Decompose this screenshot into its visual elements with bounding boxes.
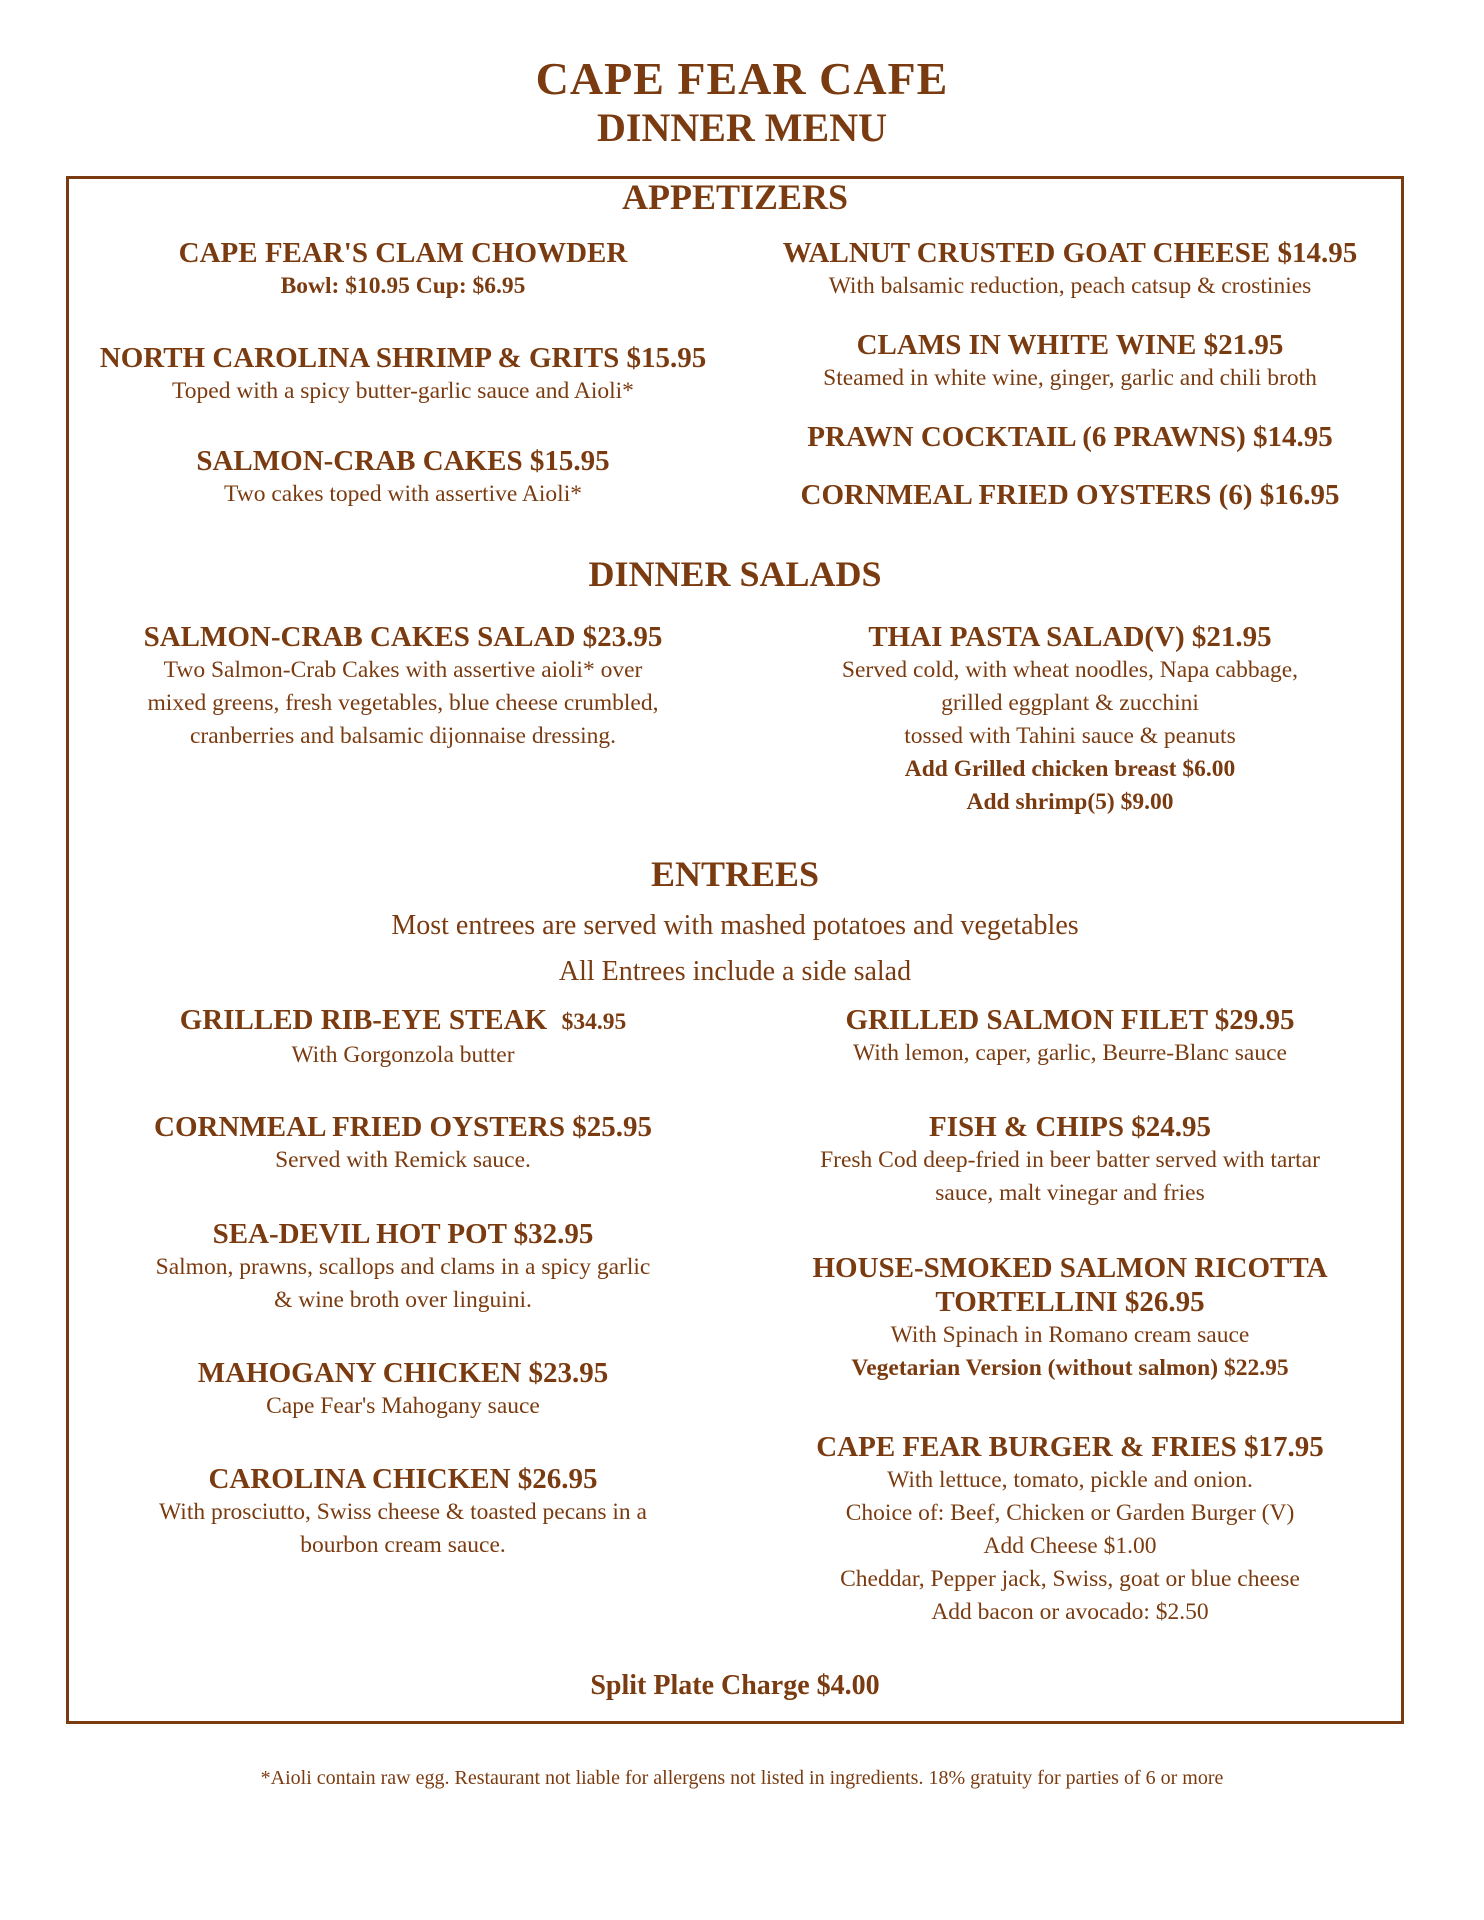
item-description: mixed greens, fresh vegetables, blue cheese crumbled, xyxy=(147,690,659,716)
item-name: HOUSE-SMOKED SALMON RICOTTA xyxy=(812,1252,1328,1284)
item-description: With lemon, caper, garlic, Beurre-Blanc sauce xyxy=(853,1040,1287,1066)
item-name-text: GRILLED RIB-EYE STEAK xyxy=(179,1004,548,1036)
item-name: CLAMS IN WHITE WINE $21.95 xyxy=(856,329,1284,361)
item-name: SEA-DEVIL HOT POT $32.95 xyxy=(212,1218,594,1250)
item-name: MAHOGANY CHICKEN $23.95 xyxy=(197,1357,609,1389)
menu-item xyxy=(740,620,1400,819)
item-name: CAPE FEAR BURGER & FRIES $17.95 xyxy=(816,1431,1324,1463)
item-name: NORTH CAROLINA SHRIMP & GRITS $15.95 xyxy=(99,342,707,374)
item-description: & wine broth over linguini. xyxy=(274,1287,532,1313)
item-description: With balsamic reduction, peach catsup & crostinies xyxy=(828,273,1312,299)
item-name: CAPE FEAR'S CLAM CHOWDER xyxy=(178,237,628,269)
item-name xyxy=(70,1003,736,1039)
menu-item xyxy=(70,620,736,753)
item-name: CORNMEAL FRIED OYSTERS (6) $16.95 xyxy=(800,479,1340,511)
item-description: Add bacon or avocado: $2.50 xyxy=(931,1599,1209,1625)
item-name: CORNMEAL FRIED OYSTERS $25.95 xyxy=(154,1111,652,1143)
item-description: tossed with Tahini sauce & peanuts xyxy=(904,723,1236,749)
item-description: Fresh Cod deep-fried in beer batter served with tartar xyxy=(820,1147,1320,1173)
item-description: Cheddar, Pepper jack, Swiss, goat or blue cheese xyxy=(840,1566,1300,1592)
entrees-heading: ENTREES xyxy=(650,854,820,894)
split-plate-charge: Split Plate Charge $4.00 xyxy=(590,1670,880,1701)
item-description: Choice of: Beef, Chicken or Garden Burger (V) xyxy=(845,1500,1295,1526)
dinner-salads-heading: DINNER SALADS xyxy=(588,554,882,594)
entrees-note: All Entrees include a side salad xyxy=(558,956,912,987)
menu-item xyxy=(70,236,736,303)
item-name: SALMON-CRAB CAKES $15.95 xyxy=(196,445,610,477)
item-description: sauce, malt vinegar and fries xyxy=(935,1180,1205,1206)
menu-item xyxy=(70,444,736,511)
appetizers-heading: APPETIZERS xyxy=(621,177,849,217)
item-variant: Vegetarian Version (without salmon) $22.95 xyxy=(851,1355,1289,1381)
item-description: Steamed in white wine, ginger, garlic and chili broth xyxy=(823,365,1317,391)
item-name: CAROLINA CHICKEN $26.95 xyxy=(208,1463,598,1495)
item-description: Salmon, prawns, scallops and clams in a spicy garlic xyxy=(155,1254,651,1280)
menu-item xyxy=(740,1251,1400,1385)
item-description: With Gorgonzola butter xyxy=(291,1042,515,1068)
entrees-note: Most entrees are served with mashed potatoes and vegetables xyxy=(391,910,1079,941)
item-name-continued: TORTELLINI $26.95 xyxy=(935,1286,1205,1318)
item-addon: Add shrimp(5) $9.00 xyxy=(966,789,1174,815)
item-description: Served cold, with wheat noodles, Napa cabbage, xyxy=(841,657,1299,683)
menu-item xyxy=(740,1110,1400,1210)
menu-item xyxy=(70,1356,736,1423)
item-name: FISH & CHIPS $24.95 xyxy=(929,1111,1211,1143)
menu-item xyxy=(70,1110,736,1177)
item-description: With prosciutto, Swiss cheese & toasted pecans in a xyxy=(159,1499,647,1525)
menu-item xyxy=(70,1217,736,1317)
item-price: $34.95 xyxy=(561,1009,627,1035)
item-price-line: Bowl: $10.95 Cup: $6.95 xyxy=(280,273,526,299)
menu-title: DINNER MENU xyxy=(597,105,887,150)
item-name: GRILLED SALMON FILET $29.95 xyxy=(845,1004,1295,1036)
restaurant-name: CAPE FEAR CAFE xyxy=(535,53,949,104)
item-name: WALNUT CRUSTED GOAT CHEESE $14.95 xyxy=(782,237,1358,269)
menu-item xyxy=(70,341,736,408)
item-description: Two Salmon-Crab Cakes with assertive aioli* over xyxy=(163,657,643,683)
item-description: With lettuce, tomato, pickle and onion. xyxy=(887,1467,1253,1493)
item-description: Add Cheese $1.00 xyxy=(983,1533,1157,1559)
item-name: PRAWN COCKTAIL (6 PRAWNS) $14.95 xyxy=(807,421,1333,453)
menu-item xyxy=(740,420,1400,454)
menu-item xyxy=(740,1003,1400,1070)
item-description: With Spinach in Romano cream sauce xyxy=(890,1322,1250,1348)
menu-item xyxy=(740,1430,1400,1629)
item-addon: Add Grilled chicken breast $6.00 xyxy=(904,756,1236,782)
item-description: grilled eggplant & zucchini xyxy=(941,690,1199,716)
item-description: bourbon cream sauce. xyxy=(300,1532,506,1558)
menu-item xyxy=(70,1003,736,1072)
item-name: THAI PASTA SALAD(V) $21.95 xyxy=(868,621,1272,653)
item-name: SALMON-CRAB CAKES SALAD $23.95 xyxy=(143,621,663,653)
item-description: Two cakes toped with assertive Aioli* xyxy=(224,481,582,507)
item-description: Toped with a spicy butter-garlic sauce and Aioli* xyxy=(172,378,634,404)
item-description: Cape Fear's Mahogany sauce xyxy=(266,1393,540,1419)
item-description: Served with Remick sauce. xyxy=(275,1147,531,1173)
menu-item xyxy=(70,1462,736,1562)
menu-item xyxy=(740,478,1400,512)
menu-item xyxy=(740,328,1400,395)
item-description: cranberries and balsamic dijonnaise dressing. xyxy=(189,723,617,749)
footer-disclaimer: *Aioli contain raw egg. Restaurant not liable for allergens not listed in ingredients. 18% gratuity for parties of 6 or more xyxy=(260,1767,1224,1789)
menu-item xyxy=(740,236,1400,303)
